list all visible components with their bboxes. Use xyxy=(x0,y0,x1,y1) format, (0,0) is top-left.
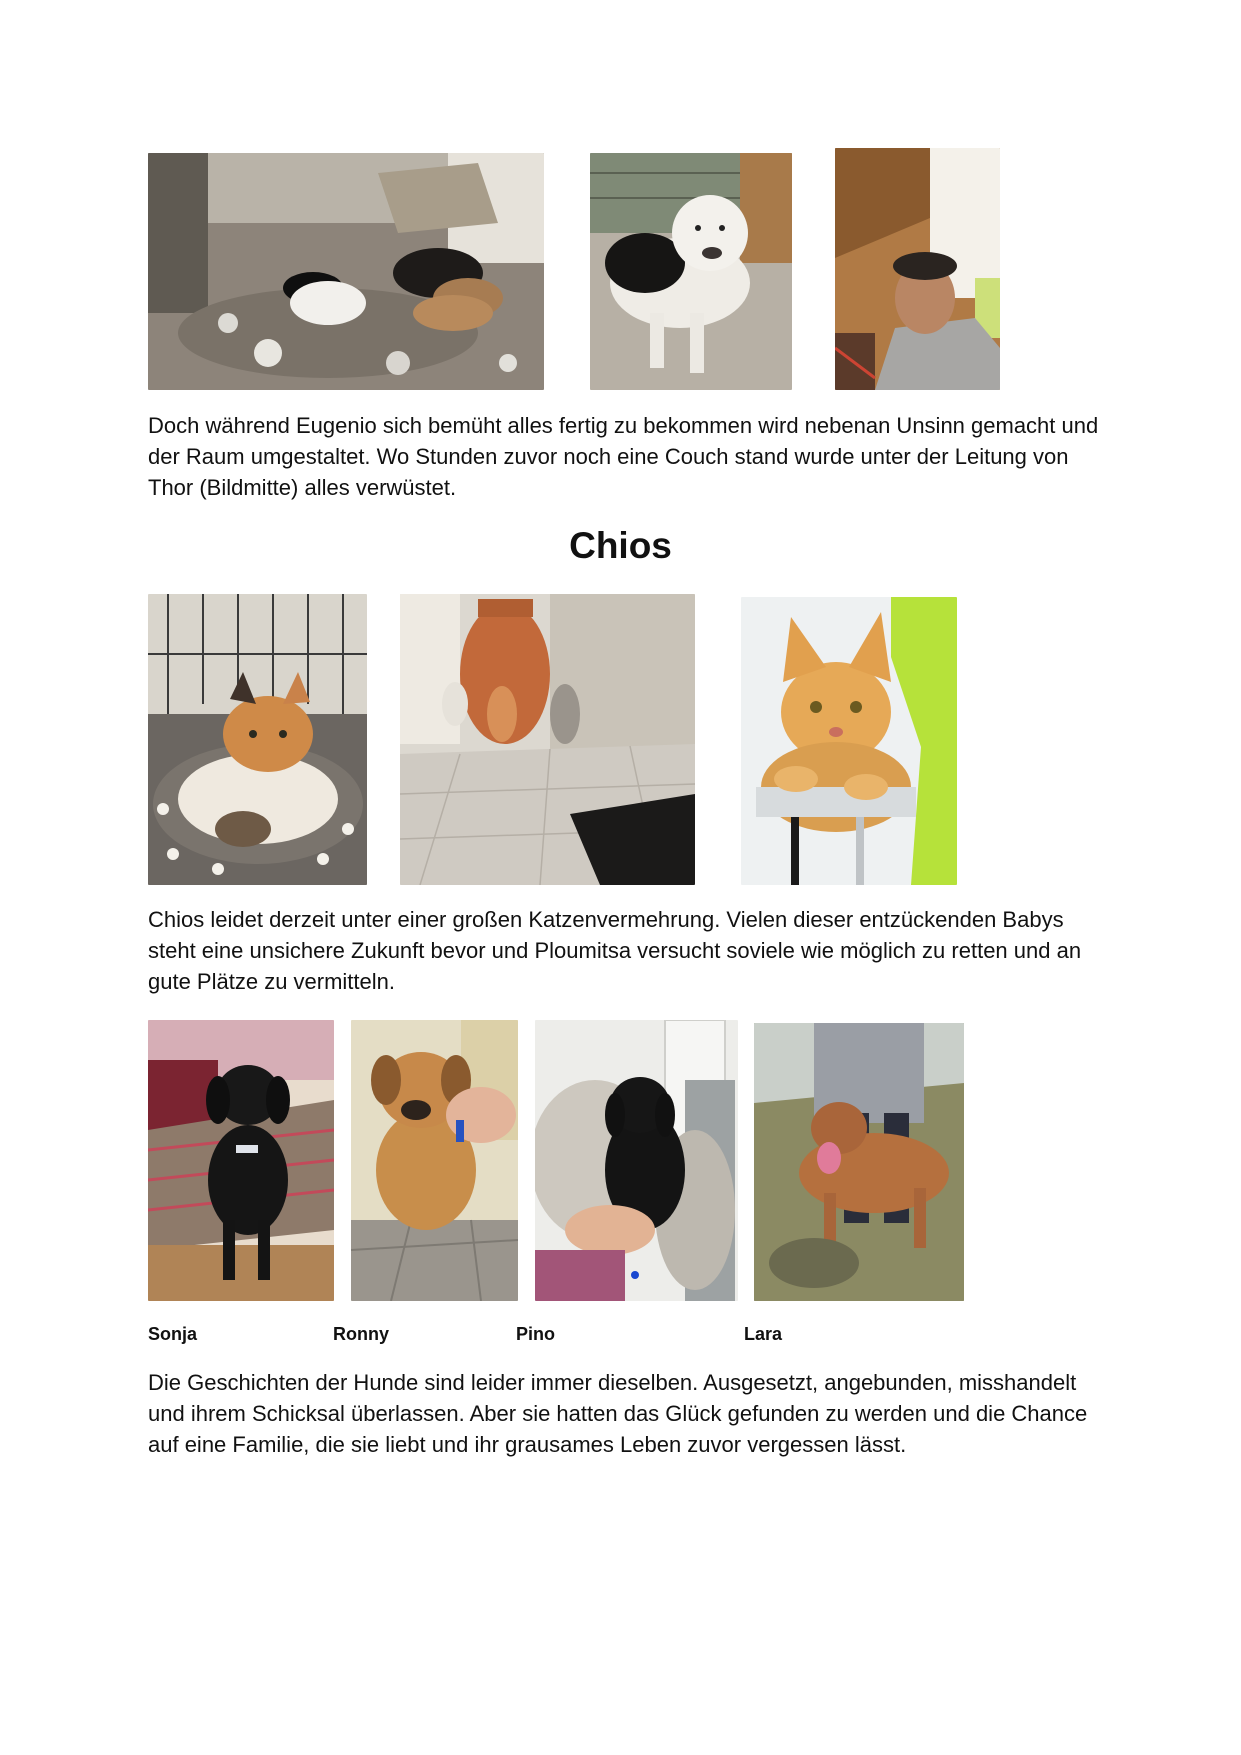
photo-ginger-cat xyxy=(741,597,957,885)
intro-paragraph: Doch während Eugenio sich bemüht alles fertig zu bekommen wird nebenan Unsinn gemacht und der Raum umgestaltet. Wo Stunden zuvor noch eine Couch stand wurde unter der Leitung von Thor (Bildmitte) alles verwüstet. xyxy=(148,413,1099,500)
dog-name-ronny: Ronny xyxy=(333,1324,389,1344)
dogs-paragraph: Die Geschichten der Hunde sind leider immer dieselben. Ausgesetzt, angebunden, misshandelt und ihrem Schicksal überlassen. Aber sie hatten das Glück gefunden zu werden und die Chance auf eine Familie, die sie liebt und ihr grausames Leben zuvor vergessen lässt. xyxy=(148,1370,1088,1457)
photo-cat-with-kitten xyxy=(148,594,367,885)
dog-name-pino: Pino xyxy=(516,1324,555,1344)
photo-eugenio xyxy=(835,148,1000,390)
photo-dog-sonja xyxy=(148,1020,334,1301)
photo-dog-ronny xyxy=(351,1020,518,1301)
dog-name-lara: Lara xyxy=(744,1324,783,1344)
photo-dog-pino xyxy=(535,1020,738,1301)
photo-white-dog-thor xyxy=(590,153,792,390)
photo-kittens-by-vase xyxy=(400,594,695,885)
photo-dog-lara xyxy=(754,1023,964,1301)
photo-destroyed-room xyxy=(148,153,544,390)
chios-heading: Chios xyxy=(569,525,672,566)
dog-name-sonja: Sonja xyxy=(148,1324,198,1344)
chios-paragraph: Chios leidet derzeit unter einer großen Katzenvermehrung. Vielen dieser entzückenden Babys steht eine unsichere Zukunft bevor und Ploumitsa versucht soviele wie möglich zu retten und an gute Plätze zu vermitteln. xyxy=(148,907,1082,994)
